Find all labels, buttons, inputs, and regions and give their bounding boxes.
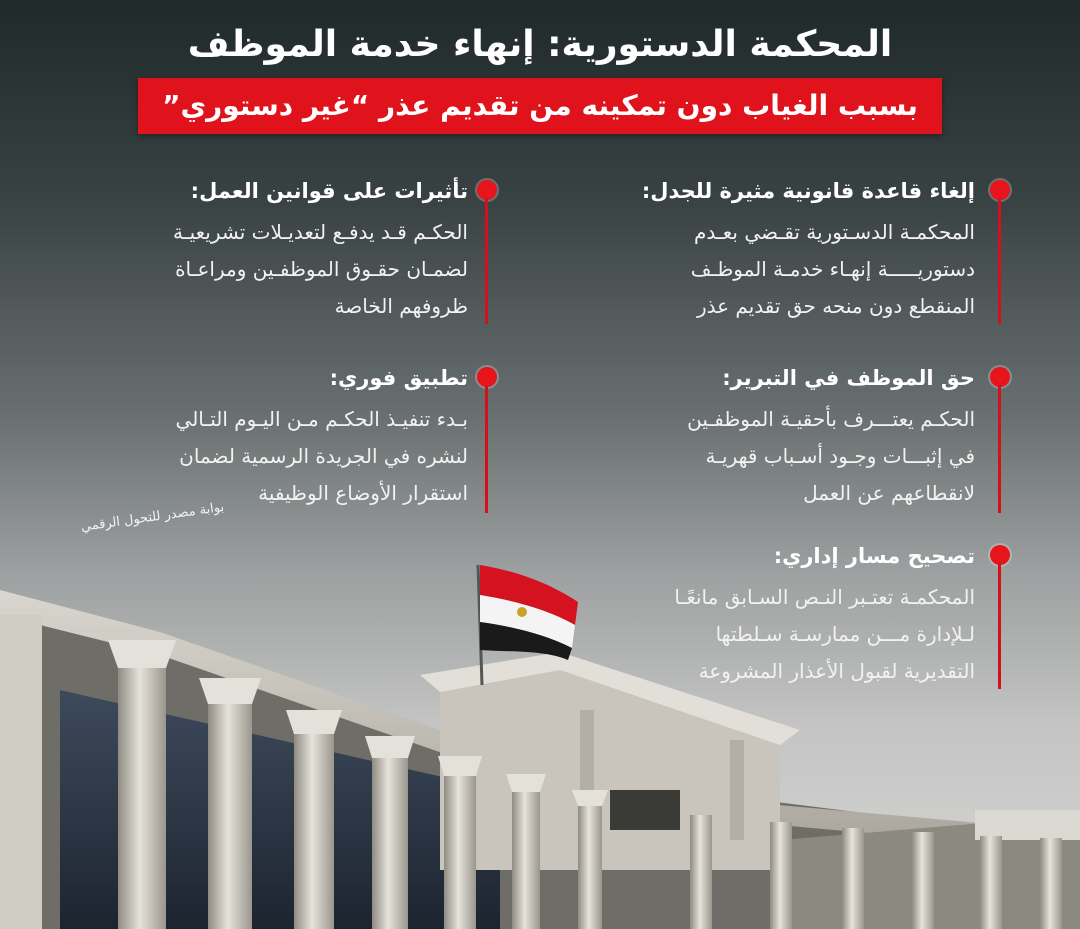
point-heading: إلغاء قاعدة قانونية مثيرة للجدل: (641, 179, 975, 203)
point-labor-laws (173, 176, 468, 325)
point-line: لضمـان حقـوق الموظفـين ومراعـاة (175, 257, 468, 281)
point-line: لانقطاعهم عن العمل (803, 481, 975, 505)
point-body (176, 401, 468, 512)
bullet-line (485, 198, 488, 324)
bullet-line (485, 385, 488, 513)
egypt-flag-icon (480, 565, 578, 660)
subtitle-banner: بسبب الغياب دون تمكينه من تقديم عذر “غير دستوري” (138, 78, 942, 134)
point-heading: تأثيرات على قوانين العمل: (190, 179, 468, 203)
watermark-text: بوابة مصدر للتحول الرقمي (80, 499, 226, 535)
point-line: الحكـم يعتـــرف بأحقيـة الموظفـين (687, 407, 975, 431)
point-line: التقديرية لقبول الأعذار المشروعة (698, 659, 975, 683)
point-immediate-application (176, 363, 468, 512)
point-line: ظروفهم الخاصة (334, 294, 468, 318)
point-legal-rule (642, 176, 975, 325)
point-line: في إثبـــات وجـود أسـباب قهريـة (705, 444, 975, 468)
point-line: لنشره في الجريدة الرسمية لضمان (179, 444, 468, 468)
bullet-icon (990, 180, 1010, 200)
bullet-icon (477, 180, 497, 200)
bullet-line (998, 198, 1001, 324)
point-line: استقرار الأوضاع الوظيفية (258, 481, 468, 505)
point-heading: حق الموظف في التبرير: (722, 366, 975, 390)
point-line: المنقطع دون منحه حق تقديم عذر (696, 294, 975, 318)
point-line: المحكمـة تعتـبر النـص السـابق مانعًـا (674, 585, 975, 609)
point-body (173, 214, 468, 325)
point-heading: تطبيق فوري: (329, 366, 468, 390)
point-line: لـلإدارة مـــن ممارسـة سـلطتها (715, 622, 975, 646)
court-building-image (0, 540, 1080, 929)
bullet-line (998, 385, 1001, 513)
point-line: المحكمـة الدسـتورية تقـضي بعـدم (694, 220, 975, 244)
point-line: دستوريـــــة إنهـاء خدمـة الموظـف (690, 257, 975, 281)
point-body (687, 401, 975, 512)
bullet-icon (477, 367, 497, 387)
point-line: بـدء تنفيـذ الحكـم مـن اليـوم التـالي (175, 407, 468, 431)
bullet-icon (990, 367, 1010, 387)
point-employee-right (687, 363, 975, 512)
point-line: الحكـم قـد يدفـع لتعديـلات تشريعيـة (173, 220, 468, 244)
point-heading: تصحيح مسار إداري: (773, 544, 975, 568)
point-body (642, 214, 975, 325)
page-title: المحكمة الدستورية: إنهاء خدمة الموظف (187, 24, 893, 65)
